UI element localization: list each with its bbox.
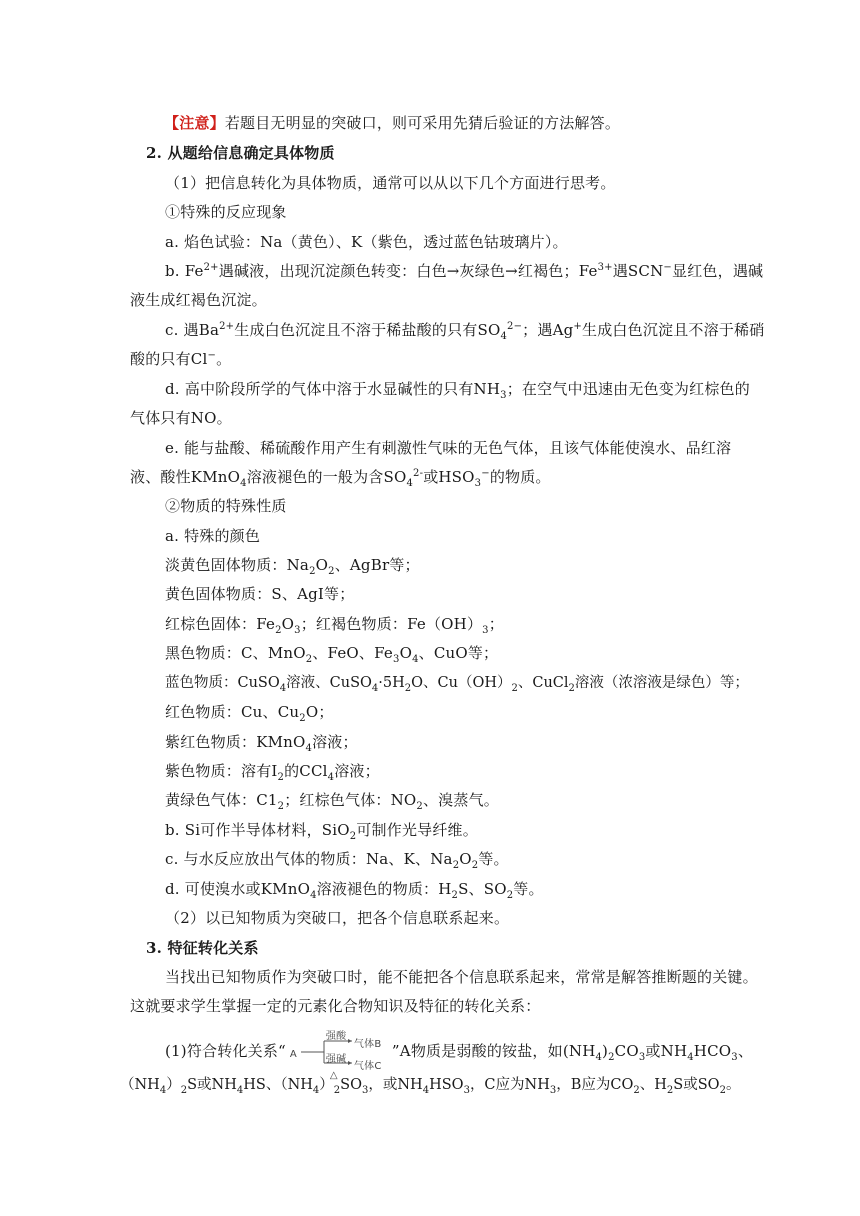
section2-p1: （1）把信息转化为具体物质，通常可以从以下几个方面进行思考。 [165,174,616,192]
item-a-flame-test: a. 焰色试验：Na（黄色）、K（紫色，透过蓝色钴玻璃片）。 [165,233,568,251]
section3-p1: 当找出已知物质作为突破口时，能不能把各个信息联系起来，常常是解答推断题的关键。 [165,968,758,986]
color-purple: 紫色物质：溶有$I_2$的CCl$_4$溶液； [165,762,380,783]
section2-sub1: ①特殊的反应现象 [165,203,287,221]
color-pale-yellow: 淡黄色固体物质：$Na_2O_2$、AgBr等； [165,556,420,577]
note-text: 若题目无明显的突破口，则可采用先猜后验证的方法解答。 [224,114,621,132]
section3-item1-line1: (1)符合转化关系“ A 强酸 强碱 △ 气体B 气体C ”A物质是弱酸的铵盐，如$(NH_4)_2CO_3$或$NH_4HCO_3$、 [165,1034,753,1070]
item-d-line1: d. 高中阶段所学的气体中溶于水显碱性的只有$NH_3$；在空气中迅速由无色变为红棕色的 [165,380,750,401]
item-b-line2: 液生成红褐色沉淀。 [130,291,267,309]
item-si: b. Si可作半导体材料，SiO$_2$可制作光导纤维。 [165,821,478,842]
diagram-label-base: 强碱 [325,1054,347,1065]
item-b-line1: b. $Fe^{2+}$遇碱液，出现沉淀颜色转变：白色→灰绿色→红褐色；$Fe^{3+}$遇SCN−显红色，遇碱 [165,262,764,280]
colors-heading: a. 特殊的颜色 [165,527,261,545]
color-blue: 蓝色物质：CuSO$_4$溶液、$CuSO_4\cdot 5H_2O$、$Cu(OH)_2$、CuCl$_2$溶液（浓溶液是绿色）等； [165,675,749,694]
note-tag: 【注意】 [164,114,225,132]
color-black: 黑色物质：C、MnO$_2$、FeO、$Fe_3O_4$、CuO等； [165,644,499,665]
item-c-line1: c. 遇$Ba^{2+}$生成白色沉淀且不溶于稀盐酸的只有$SO_4^{2-}$；遇Ag+生成白色沉淀且不溶于稀硝 [165,321,765,342]
color-red: 红色物质：Cu、$Cu_2O$； [165,703,334,724]
color-purple-red: 紫红色物质：KMnO$_4$溶液； [165,733,358,754]
note-line [164,113,620,133]
item-e-line2: 液、酸性KMnO$_4$溶液褪色的一般为含$SO_4^{2-}$或$HSO_3^-$的物质。 [130,468,551,489]
section3-item1-line2: $(NH_4)_2S$或$NH_4HS$、$(NH_4)_2SO_3$，或$NH_4HSO_3$，C应为$NH_3$，B应为$CO_2$、$H_2S$或$SO_2$。 [120,1077,741,1096]
section2-sub2: ②物质的特殊性质 [165,497,287,515]
item-e-line1: e. 能与盐酸、稀硫酸作用产生有刺激性气味的无色气体，且该气体能使溴水、品红溶 [165,439,732,457]
diagram-gas-c: 气体C [353,1061,382,1072]
item-d-line2: 气体只有NO。 [130,409,232,427]
color-yellow-green: 黄绿色气体：$C1_2$；红棕色气体：$NO_2$、溴蒸气。 [165,791,499,812]
section2-p2: （2）以已知物质为突破口，把各个信息联系起来。 [165,909,510,927]
diagram-node-a: A [289,1049,297,1060]
item-bleach: d. 可使溴水或KMnO$_4$溶液褪色的物质：$H_2S$、$SO_2$等。 [165,880,544,901]
section3-heading: 3. 特征转化关系 [146,939,259,957]
item-water-reaction: c. 与水反应放出气体的物质：Na、K、$Na_2O_2$等。 [165,850,509,871]
color-red-brown: 红棕色固体：$Fe_2O_3$；红褐色物质：$Fe(OH)_3$； [165,615,504,636]
diagram-label-acid: 强酸 [325,1031,347,1042]
section3-p2: 这就要求学生掌握一定的元素化合物知识及特征的转化关系： [130,997,541,1015]
conversion-diagram [288,1031,390,1081]
diagram-label-heat: △ [329,1070,338,1081]
item-c-line2: 酸的只有Cl−。 [130,350,232,368]
section2-heading: 2. 从题给信息确定具体物质 [146,144,335,162]
color-yellow: 黄色固体物质：S、AgI等； [165,585,355,603]
diagram-gas-b: 气体B [353,1039,382,1050]
